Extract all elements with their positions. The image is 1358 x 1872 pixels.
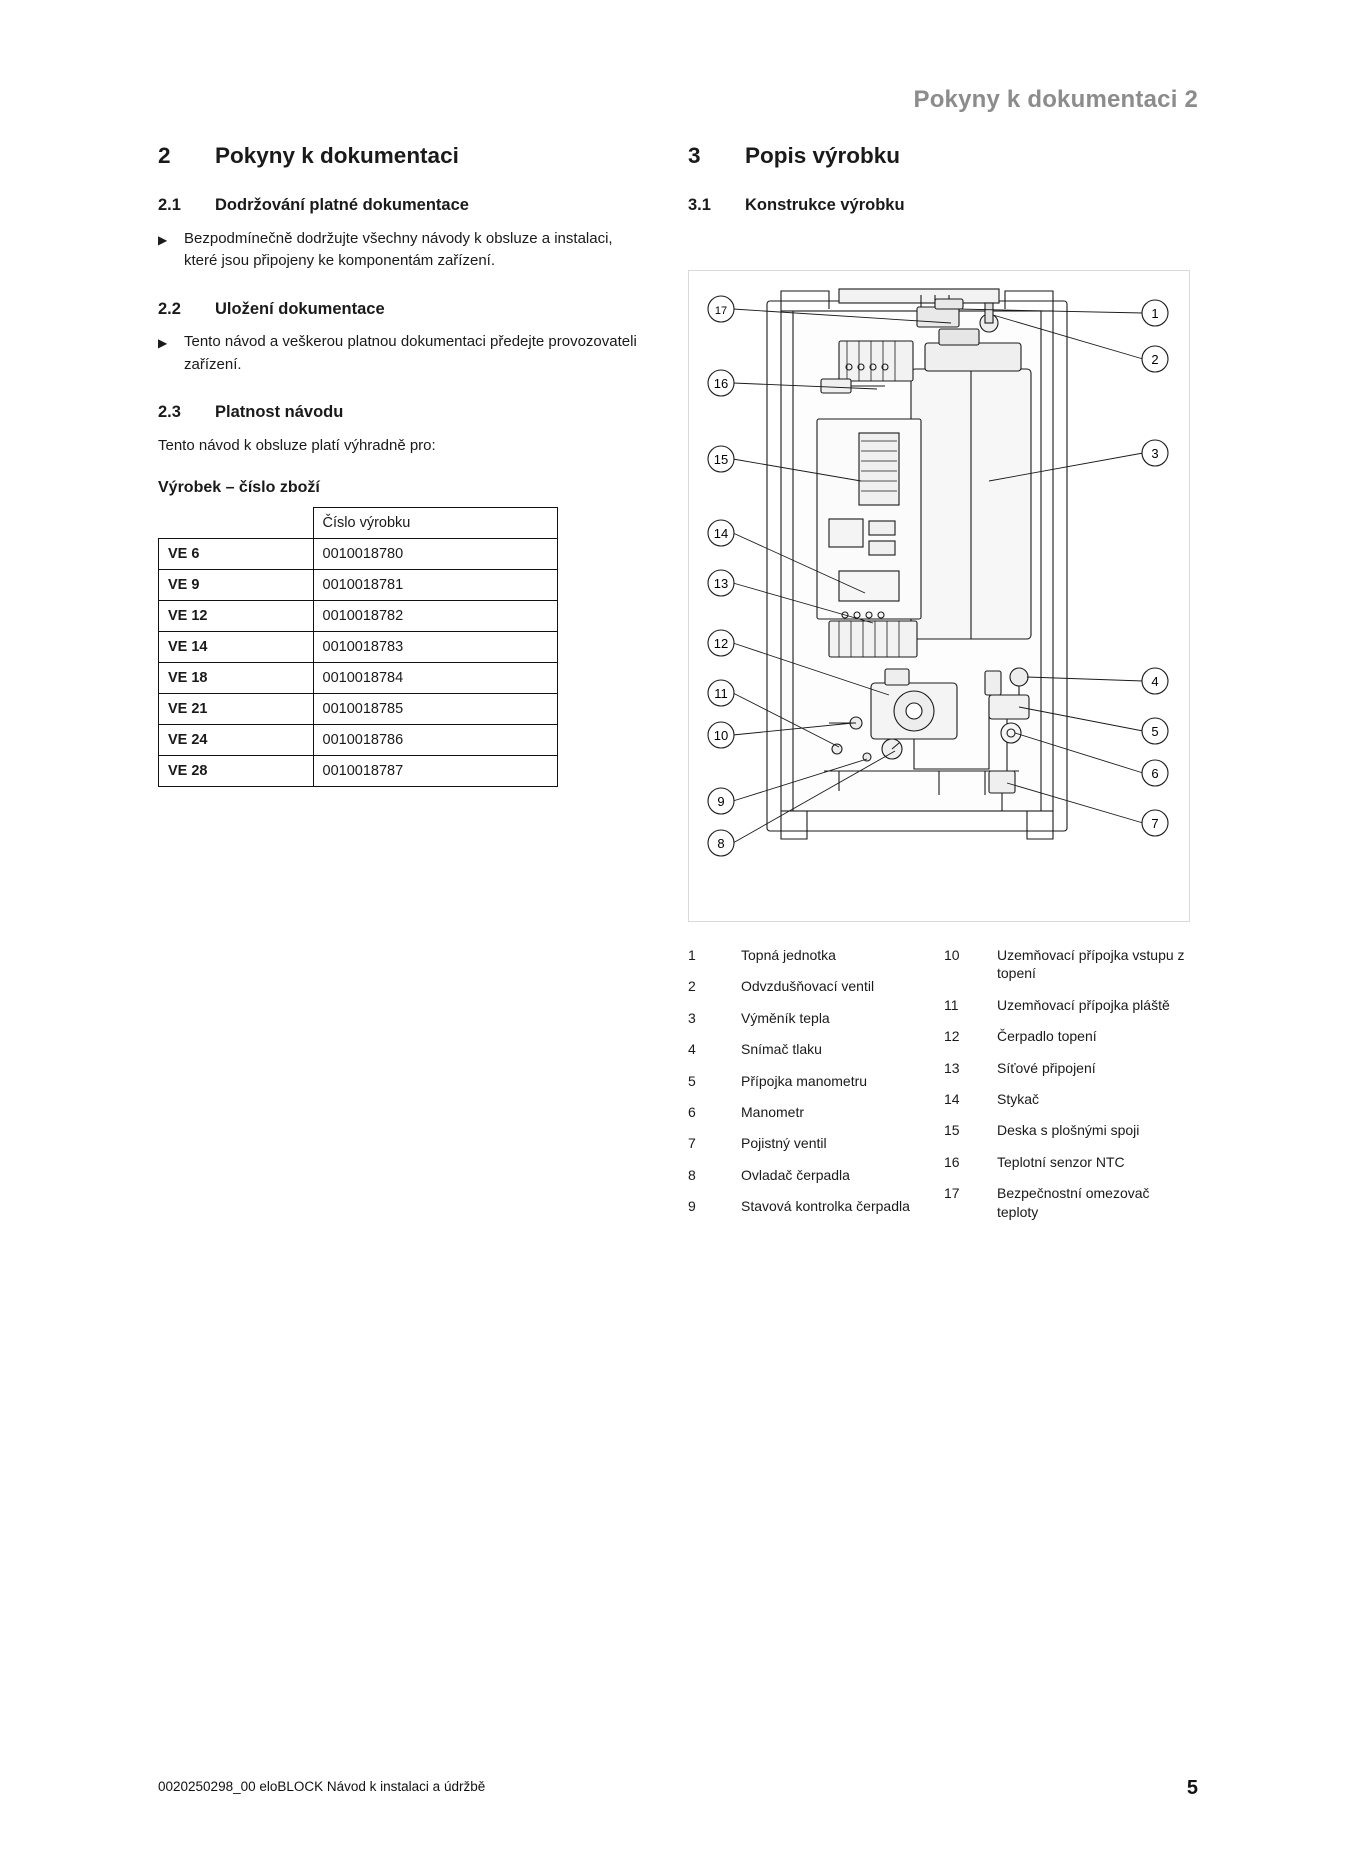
table-header-product-number: Číslo výrobku	[313, 508, 557, 539]
table-cell-number: 0010018781	[313, 570, 557, 601]
svg-text:3: 3	[1151, 445, 1159, 461]
legend-label: Teplotní senzor NTC	[997, 1153, 1125, 1170]
legend-label: Ovladač čerpadla	[741, 1166, 850, 1183]
legend-label: Pojistný ventil	[741, 1135, 827, 1152]
section-number: 2.2	[158, 299, 181, 318]
legend-label: Snímač tlaku	[741, 1041, 822, 1058]
legend-number: 17	[944, 1185, 960, 1202]
table-cell-number: 0010018783	[313, 632, 557, 663]
legend-item	[944, 946, 1200, 983]
callout-10	[708, 722, 734, 748]
legend-number: 9	[688, 1198, 696, 1215]
bullet-item	[158, 228, 640, 273]
chapter-title: Pokyny k dokumentaci	[215, 143, 459, 168]
section-heading-2-1	[158, 195, 640, 216]
table-row	[159, 570, 558, 601]
callout-8	[708, 830, 734, 856]
legend-number: 15	[944, 1122, 960, 1139]
chapter-number: 2	[158, 143, 171, 168]
chapter-heading-2	[158, 142, 640, 169]
right-column	[688, 142, 1200, 1234]
svg-text:13: 13	[713, 575, 729, 591]
table-cell-model: VE 24	[159, 725, 314, 756]
table-cell-number: 0010018780	[313, 539, 557, 570]
section-title: Uložení dokumentace	[215, 299, 385, 318]
table-cell-model: VE 12	[159, 601, 314, 632]
table-cell-number: 0010018782	[313, 601, 557, 632]
svg-text:17: 17	[714, 304, 728, 317]
legend-item	[688, 977, 944, 995]
legend-item	[944, 1121, 1200, 1139]
legend-label: Uzemňovací přípojka vstupu z topení	[997, 946, 1185, 982]
legend-label: Uzemňovací přípojka pláště	[997, 996, 1170, 1013]
legend-item	[688, 1197, 944, 1215]
legend-item	[944, 1184, 1200, 1221]
legend-item	[944, 1027, 1200, 1045]
triangle-bullet-icon: ▶	[158, 336, 168, 351]
callout-15	[708, 446, 734, 472]
legend-item	[944, 1153, 1200, 1171]
svg-text:1: 1	[1151, 305, 1159, 321]
table-cell-model: VE 6	[159, 539, 314, 570]
legend-number: 5	[688, 1072, 696, 1089]
table-cell-number: 0010018787	[313, 756, 557, 787]
callout-11	[708, 680, 734, 706]
legend-number: 6	[688, 1103, 696, 1120]
callout-3	[1142, 440, 1168, 466]
section-heading-2-2	[158, 299, 640, 320]
legend-label: Topná jednotka	[741, 946, 836, 963]
legend-item	[688, 1040, 944, 1058]
table-row	[159, 632, 558, 663]
table-cell-model: VE 9	[159, 570, 314, 601]
svg-text:15: 15	[713, 451, 729, 467]
svg-text:7: 7	[1151, 815, 1159, 831]
table-cell-number: 0010018786	[313, 725, 557, 756]
legend-label: Bezpečnostní omezovač teploty	[997, 1185, 1150, 1220]
section-heading-3-1	[688, 195, 1200, 216]
callout-7	[1142, 810, 1168, 836]
legend-item	[944, 1059, 1200, 1077]
product-construction-figure	[688, 270, 1190, 922]
legend-number: 14	[944, 1090, 960, 1107]
legend-label: Manometr	[741, 1103, 805, 1120]
table-cell-number: 0010018785	[313, 694, 557, 725]
svg-text:2: 2	[1151, 351, 1159, 367]
svg-text:11: 11	[714, 685, 728, 701]
legend-number: 3	[688, 1009, 696, 1026]
callout-13	[708, 570, 734, 596]
section-title: Platnost návodu	[215, 403, 344, 422]
page-number: 5	[1186, 1777, 1198, 1799]
legend-number: 2	[688, 978, 696, 995]
bullet-text: Bezpodmínečně dodržujte všechny návody k obsluze a instalaci, které jsou připojeny ke komponentám zařízení.	[184, 229, 613, 270]
callout-17	[708, 296, 734, 322]
footer-document-id: 0020250298_00 eloBLOCK Návod k instalaci a údržbě	[158, 1779, 486, 1794]
callout-6	[1142, 760, 1168, 786]
chapter-heading-3	[688, 142, 1200, 169]
legend-number: 16	[944, 1153, 960, 1170]
table-cell-number: 0010018784	[313, 663, 557, 694]
chapter-number: 3	[688, 143, 701, 168]
chapter-title: Popis výrobku	[745, 143, 901, 168]
section-title: Dodržování platné dokumentace	[215, 196, 469, 214]
svg-text:8: 8	[717, 835, 725, 851]
table-title: Výrobek – číslo zboží	[158, 479, 320, 497]
callout-1	[1142, 300, 1168, 326]
svg-text:5: 5	[1151, 723, 1159, 739]
callout-4	[1142, 668, 1168, 694]
triangle-bullet-icon: ▶	[158, 232, 168, 247]
table-header-row	[159, 508, 558, 539]
bullet-text: Tento návod a veškerou platnou dokumentaci předejte provozovateli zařízení.	[184, 333, 637, 373]
legend-label: Přípojka manometru	[741, 1072, 868, 1089]
table-cell-model: VE 18	[159, 663, 314, 694]
legend-number: 8	[688, 1166, 696, 1183]
legend-label: Síťové připojení	[997, 1059, 1096, 1076]
legend-label: Deska s plošnými spoji	[997, 1122, 1140, 1139]
legend-number: 4	[688, 1041, 696, 1058]
table-row	[159, 539, 558, 570]
callout-9	[708, 788, 734, 814]
legend-label: Stavová kontrolka čerpadla	[741, 1198, 910, 1215]
legend-number: 12	[944, 1028, 960, 1045]
svg-text:10: 10	[713, 727, 729, 743]
section-heading-2-3	[158, 402, 640, 423]
legend-item	[688, 1166, 944, 1184]
table-cell-model: VE 14	[159, 632, 314, 663]
section-title: Konstrukce výrobku	[745, 196, 905, 214]
left-column	[158, 142, 640, 787]
legend-item	[944, 1090, 1200, 1108]
legend-label: Výměník tepla	[741, 1009, 830, 1026]
table-row	[159, 725, 558, 756]
svg-text:12: 12	[713, 635, 729, 651]
legend-item	[688, 1134, 944, 1152]
svg-text:14: 14	[713, 525, 729, 541]
boiler-diagram-svg	[689, 271, 1187, 919]
svg-text:16: 16	[713, 375, 729, 391]
table-header-empty	[159, 508, 314, 539]
legend-item	[688, 1072, 944, 1090]
legend-label: Čerpadlo topení	[997, 1028, 1097, 1045]
figure-legend	[688, 946, 1200, 1235]
bullet-item	[158, 331, 640, 376]
table-cell-model: VE 28	[159, 756, 314, 787]
legend-label: Odvzdušňovací ventil	[741, 978, 875, 995]
table-row	[159, 694, 558, 725]
svg-text:9: 9	[717, 793, 725, 809]
legend-item	[944, 996, 1200, 1014]
callout-14	[708, 520, 734, 546]
legend-item	[688, 946, 944, 964]
section-number: 2.3	[158, 403, 181, 422]
section-number: 3.1	[688, 196, 711, 214]
legend-item	[688, 1009, 944, 1027]
callout-2	[1142, 346, 1168, 372]
running-header: Pokyny k dokumentaci 2	[913, 86, 1198, 113]
section-number: 2.1	[158, 196, 181, 214]
table-row	[159, 756, 558, 787]
table-row	[159, 601, 558, 632]
legend-label: Stykač	[997, 1090, 1040, 1107]
legend-number: 10	[944, 946, 960, 963]
svg-text:4: 4	[1151, 673, 1159, 689]
legend-column-left	[688, 946, 944, 1235]
legend-number: 13	[944, 1059, 960, 1076]
legend-number: 1	[688, 946, 696, 963]
table-row	[159, 663, 558, 694]
callout-16	[708, 370, 734, 396]
legend-number: 7	[688, 1135, 696, 1152]
legend-item	[688, 1103, 944, 1121]
callout-12	[708, 630, 734, 656]
legend-number: 11	[944, 996, 959, 1013]
callout-5	[1142, 718, 1168, 744]
table-cell-model: VE 21	[159, 694, 314, 725]
legend-column-right	[944, 946, 1200, 1235]
svg-text:6: 6	[1151, 765, 1159, 781]
product-number-table	[158, 507, 558, 787]
validity-intro-text: Tento návod k obsluze platí výhradně pro:	[158, 436, 436, 454]
